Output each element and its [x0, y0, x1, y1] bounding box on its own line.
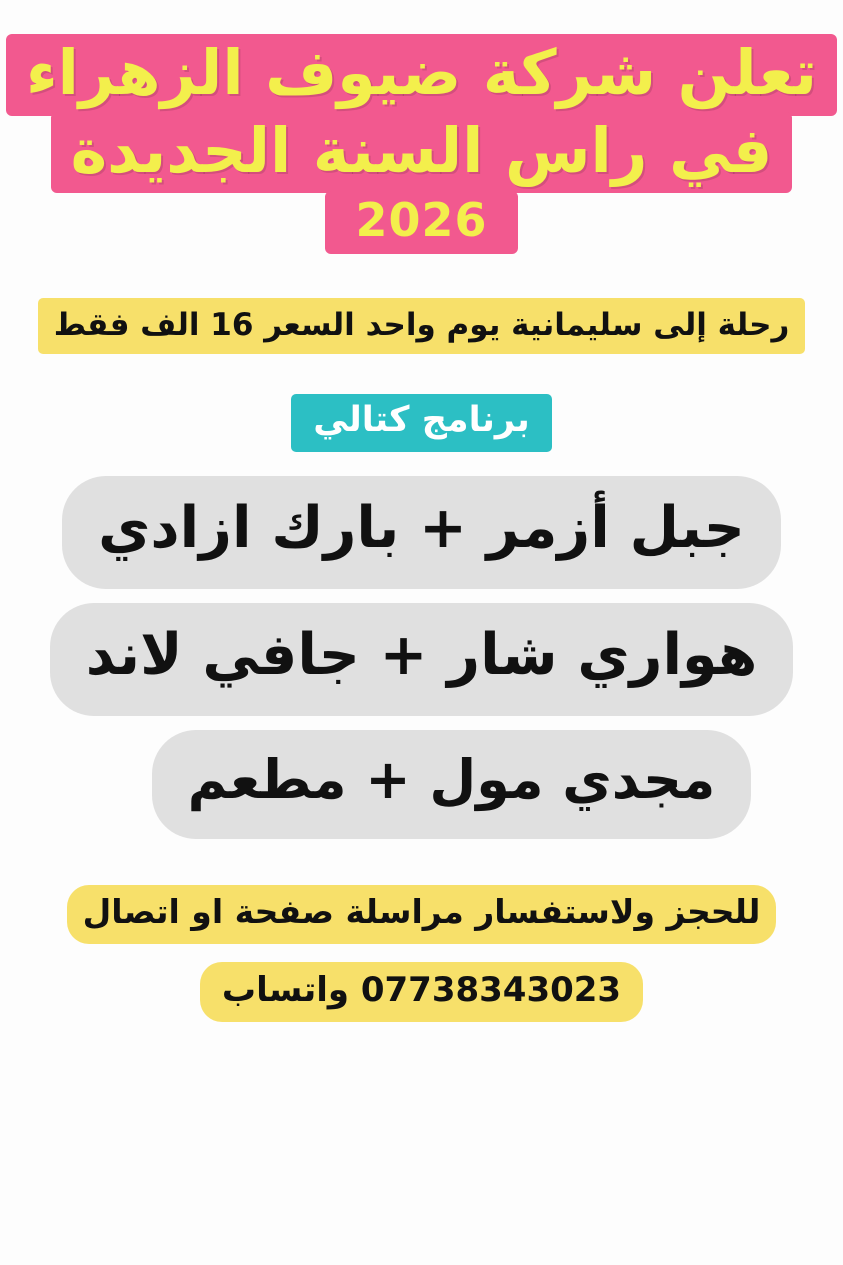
headline-block: [27, 34, 817, 254]
headline-year: 2026: [325, 191, 517, 254]
contact-info-line: للحجز ولاستفسار مراسلة صفحة او اتصال: [67, 885, 777, 944]
headline-line-2: في راس السنة الجديدة: [51, 112, 793, 194]
program-item: هواري شار + جافي لاند: [60, 613, 784, 706]
program-item: مجدي مول + مطعم: [162, 740, 742, 829]
headline-line-1: تعلن شركة ضيوف الزهراء: [6, 34, 837, 116]
offer-price-line: رحلة إلى سليمانية يوم واحد السعر 16 الف فقط: [38, 298, 806, 354]
program-item: جبل أزمر + بارك ازادي: [72, 486, 771, 579]
program-label: برنامج كتالي: [291, 394, 552, 452]
contact-phone-line[interactable]: 07738343023 واتساب: [200, 962, 643, 1022]
contact-block: [27, 885, 817, 1022]
program-items-list: [27, 486, 817, 829]
